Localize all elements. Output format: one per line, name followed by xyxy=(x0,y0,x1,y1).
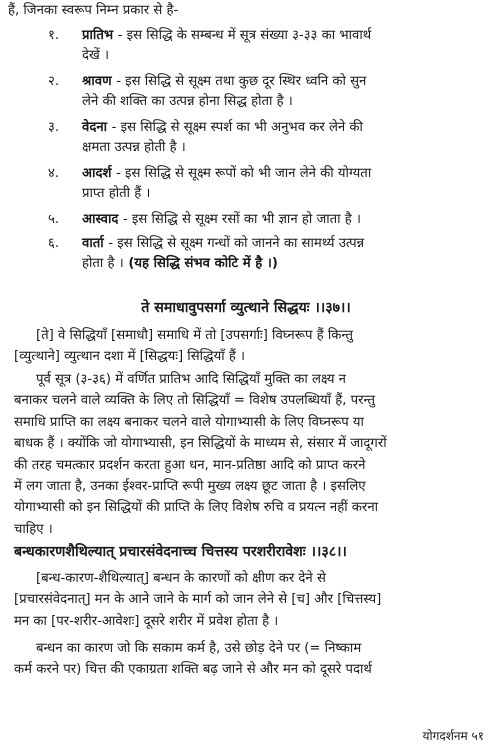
list-item-body xyxy=(82,26,484,66)
list-item-body xyxy=(82,234,484,274)
list-item xyxy=(48,118,484,158)
list-item-line: - इस सिद्धि से सूक्ष्म रूपों को भी जान लेने की योग्यता xyxy=(116,166,372,181)
list-item-line: - इस सिद्धि से सूक्ष्म गन्धों को जानने का सामर्थ्य उत्पन्न xyxy=(108,236,365,251)
list-item xyxy=(48,210,484,230)
list-item-line: - इस सिद्धि से सूक्ष्म रसों का भी ज्ञान हो जाता है । xyxy=(122,212,361,227)
text-line: चाहिए । xyxy=(14,521,53,537)
list-item-line: देखें । xyxy=(82,48,109,63)
sutra-37-commentary xyxy=(14,369,484,540)
list-item xyxy=(48,164,484,204)
text-line: [व्युत्थाने] व्युत्थान दशा में [सिद्धयः] सिद्धियाँ हैं । xyxy=(14,349,246,365)
text-line: की तरह चमत्कार प्रदर्शन करता हुआ धन, मान-प्रतिष्ठा आदि को प्राप्त करने xyxy=(14,457,366,473)
list-item-number: ३. xyxy=(48,120,60,135)
text-line: [प्रचारसंवेदनात्] मन के आने जाने के मार्ग को जान लेने से [च] और [चित्तस्य] xyxy=(14,592,382,608)
text-line: योगाभ्यासी को इन सिद्धियों की प्राप्ति के लिए विशेष रुचि व प्रयत्न नहीं करना xyxy=(14,500,379,516)
list-item-term: आस्वाद xyxy=(82,212,123,227)
list-item-term: वेदना xyxy=(82,120,112,135)
list-item-line: - इस सिद्धि से सूक्ष्म स्पर्श का भी अनुभव कर लेने की xyxy=(111,120,363,135)
list-item-number: ५. xyxy=(48,212,60,227)
sutra-38-commentary xyxy=(14,638,484,681)
text-line: [ते] वे सिद्धियाँ [समाधौ] समाधि में तो [उपसर्गाः] विघ्नरूप हैं किन्तु xyxy=(36,328,353,343)
list-item-line: क्षमता उत्पन्न होती है । xyxy=(82,140,186,155)
list-item-line: लेने की शक्ति का उत्पन्न होना सिद्ध होता है । xyxy=(82,94,293,109)
list-item-body xyxy=(82,72,484,112)
text-line: बाधक हैं । क्योंकि जो योगाभ्यासी, इन सिद्धियों के माध्यम से, संसार में जादूगरों xyxy=(14,436,387,452)
list-item-line: प्राप्त होती हैं । xyxy=(82,186,151,201)
list-item-term: श्रावण xyxy=(82,74,117,89)
list-item xyxy=(48,234,484,274)
text-line: में लग जाता है, उनका ईश्वर-प्राप्ति रूपी मुख्य लक्ष्य छूट जाता है । इसलिए xyxy=(14,479,366,495)
list-item-note: (यह सिद्धि संभव कोटि में है ।) xyxy=(123,256,278,271)
list-item-number: १. xyxy=(48,28,60,43)
sutra-38: बन्धकारणशैथिल्यात् प्रचारसंवेदनाच्च चित्तस्य परशरीरावेशः ।।३८।। xyxy=(14,544,347,560)
text-line: बनाकर चलने वाले व्यक्ति के लिए तो सिद्धियाँ = विशेष उपलब्धियाँ हैं, परन्तु xyxy=(14,393,376,409)
text-line: मन का [पर-शरीर-आवेशः] दूसरे शरीर में प्रवेश होता है । xyxy=(14,613,279,629)
text-line: बन्धन का कारण जो कि सकाम कर्म है, उसे छोड़ देने पर (= निष्काम xyxy=(36,641,362,656)
list-item-number: ६. xyxy=(48,236,60,251)
list-item-term: प्रातिभ xyxy=(82,28,118,43)
list-item xyxy=(48,72,484,112)
sutra-38-word-meaning xyxy=(14,568,484,632)
page-footer: योगदर्शनम ५१ xyxy=(422,729,484,743)
text-line: कर्म करने पर) चित्त की एकाग्रता शक्ति बढ़ जाने से और मन को दूसरे पदार्थ xyxy=(14,662,372,678)
list-item-body xyxy=(82,164,484,204)
sutra-37-word-meaning xyxy=(14,325,484,368)
text-line: पूर्व सूत्र (३-३६) में वर्णित प्रातिभ आदि सिद्धियाँ मुक्ति का लक्ष्य न xyxy=(36,372,347,387)
text-line: [बन्ध-कारण-शैथिल्यात्] बन्धन के कारणों को क्षीण कर देने से xyxy=(36,571,326,586)
list-item-line: होता है । xyxy=(82,256,124,271)
sutra-37: ते समाधावुपसर्गा व्युत्थाने सिद्धयः ।।३७।। xyxy=(141,300,351,316)
list-item-line: - इस सिद्धि से सूक्ष्म तथा कुछ दूर स्थिर ध्वनि को सुन xyxy=(116,74,367,89)
intro-line: हैं, जिनका स्वरूप निम्न प्रकार से है- xyxy=(8,3,179,18)
list-item-line: - इस सिद्धि के सम्बन्ध में सूत्र संख्या ३-३३ का भावार्थ xyxy=(117,28,372,43)
list-item-body xyxy=(82,210,484,230)
list-item-body xyxy=(82,118,484,158)
list-item-number: ४. xyxy=(48,166,60,181)
text-line: समाधि प्राप्ति का लक्ष्य बनाकर चलने वाले योगाभ्यासी के लिए विघ्नरूप या xyxy=(14,414,364,430)
list-item xyxy=(48,26,484,66)
list-item-number: २. xyxy=(48,74,60,89)
list-item-term: आदर्श xyxy=(82,166,117,181)
list-item-term: वार्ता xyxy=(82,236,109,251)
